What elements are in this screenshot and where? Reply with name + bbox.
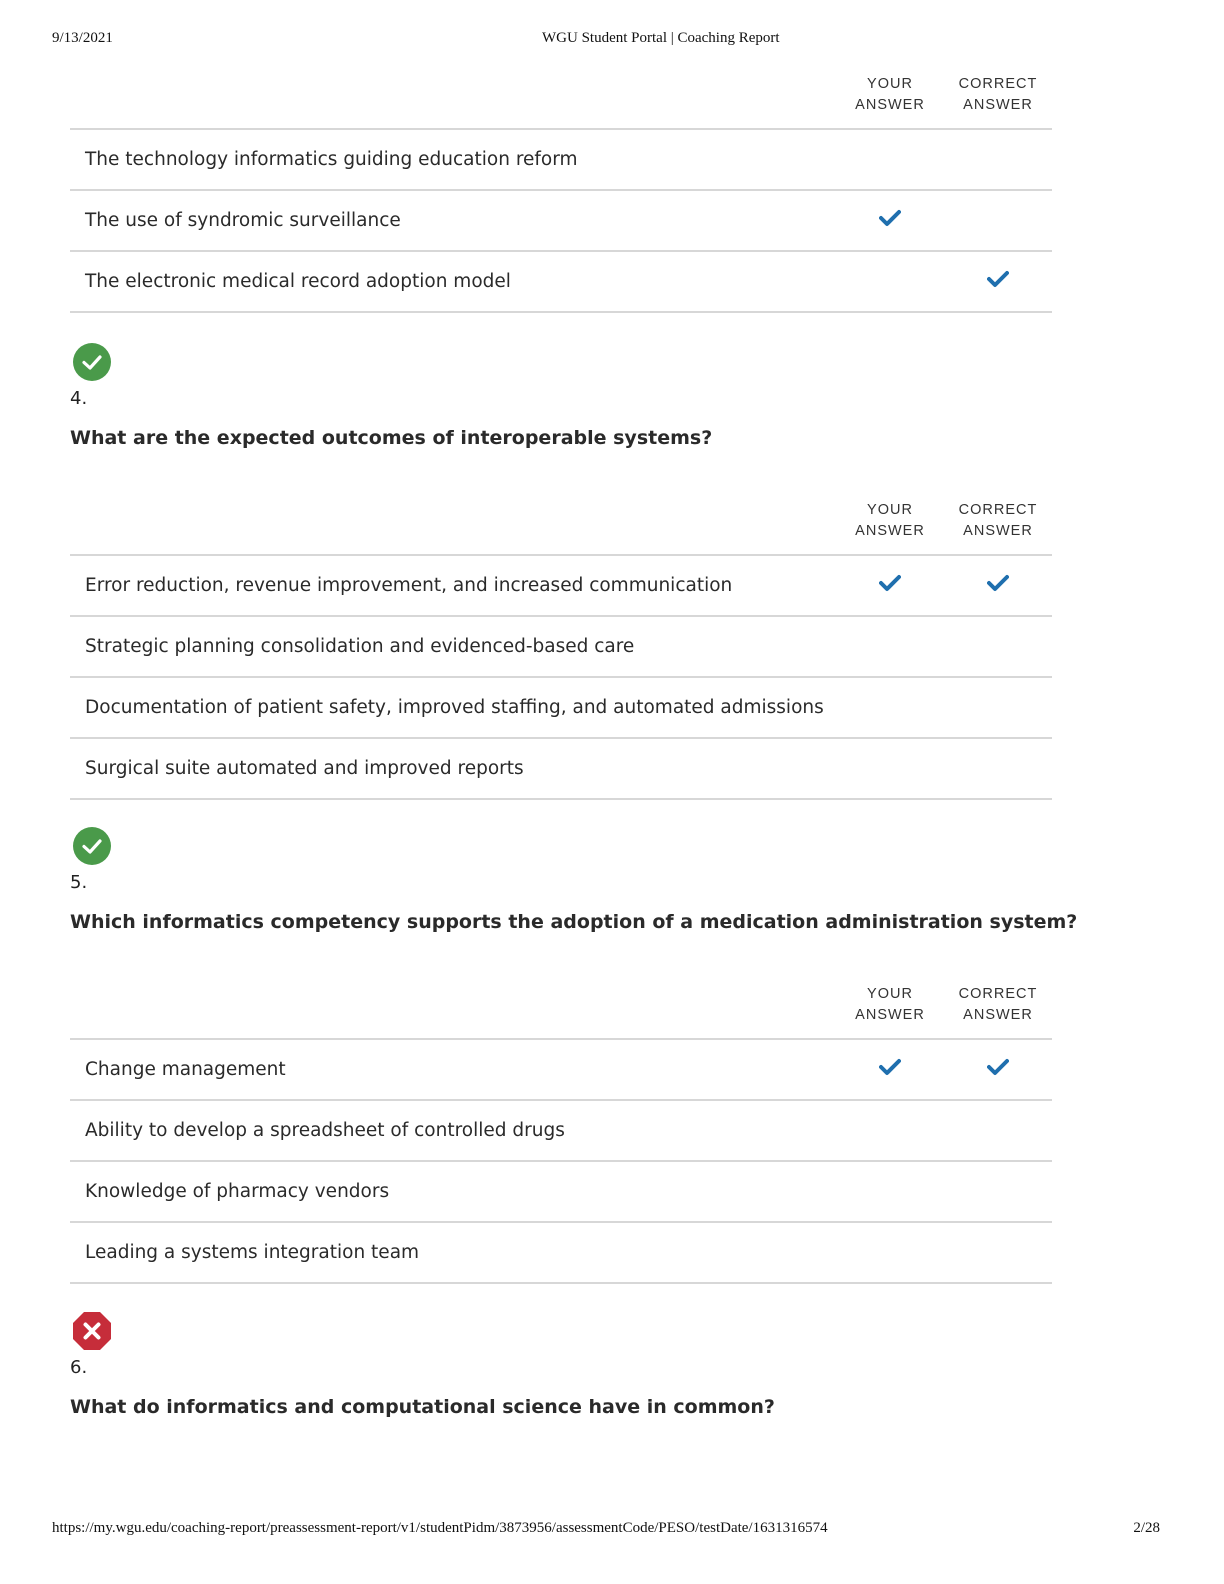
answer-option-text: Documentation of patient safety, improved staffing, and automated admissions	[85, 697, 824, 718]
answer-option-text: The use of syndromic surveillance	[85, 210, 401, 231]
your-answer-header: YOUR ANSWER	[855, 502, 925, 539]
your-answer-header: YOUR ANSWER	[855, 76, 925, 113]
question-number: 6.	[70, 1357, 88, 1378]
question-text: What do informatics and computational science have in common?	[70, 1396, 775, 1418]
answer-row	[70, 1040, 1052, 1101]
answer-option-text: Leading a systems integration team	[85, 1242, 420, 1263]
correct-answer-header: CORRECT ANSWER	[958, 502, 1038, 539]
answer-row	[70, 1162, 1052, 1223]
answer-table-q3	[70, 66, 1052, 313]
table-header	[70, 492, 1052, 556]
answer-table-q5	[70, 976, 1052, 1284]
correct-answer-header: CORRECT ANSWER	[958, 76, 1038, 113]
correct-answer-header: CORRECT ANSWER	[958, 986, 1038, 1023]
answer-option-text: Knowledge of pharmacy vendors	[85, 1181, 390, 1202]
table-header	[70, 66, 1052, 130]
answer-option-text: The electronic medical record adoption model	[85, 271, 511, 292]
answer-row	[70, 1101, 1052, 1162]
x-octagon-icon	[72, 1311, 112, 1351]
question-number: 4.	[70, 388, 88, 409]
print-title: WGU Student Portal | Coaching Report	[542, 30, 780, 46]
answer-option-text: Surgical suite automated and improved reports	[85, 758, 524, 779]
answer-row	[70, 1223, 1052, 1284]
answer-row	[70, 617, 1052, 678]
question-text: What are the expected outcomes of interoperable systems?	[70, 427, 713, 449]
answer-option-text: The technology informatics guiding education reform	[85, 149, 578, 170]
correct-answer-check-icon	[987, 574, 1009, 592]
question-text: Which informatics competency supports the adoption of a medication administration system?	[70, 911, 1078, 933]
answer-option-text: Change management	[85, 1059, 286, 1080]
question-number: 5.	[70, 872, 88, 893]
answer-row	[70, 678, 1052, 739]
table-header	[70, 976, 1052, 1040]
check-circle-icon	[72, 342, 112, 382]
check-circle-icon	[72, 826, 112, 866]
print-header	[52, 30, 1160, 50]
print-url: https://my.wgu.edu/coaching-report/preassessment-report/v1/studentPidm/3873956/assessmentCode/PESO/testDate/1631316574	[52, 1520, 828, 1536]
your-answer-check-icon	[879, 1058, 901, 1076]
answer-option-text: Error reduction, revenue improvement, and increased communication	[85, 575, 733, 596]
answer-table-q4	[70, 492, 1052, 800]
correct-answer-check-icon	[987, 270, 1009, 288]
print-footer	[52, 1520, 1160, 1540]
your-answer-header: YOUR ANSWER	[855, 986, 925, 1023]
answer-row	[70, 130, 1052, 191]
answer-row	[70, 252, 1052, 313]
answer-option-text: Ability to develop a spreadsheet of controlled drugs	[85, 1120, 565, 1141]
page-number: 2/28	[1133, 1520, 1160, 1536]
your-answer-check-icon	[879, 574, 901, 592]
answer-row	[70, 556, 1052, 617]
correct-answer-check-icon	[987, 1058, 1009, 1076]
answer-option-text: Strategic planning consolidation and evidenced-based care	[85, 636, 635, 657]
your-answer-check-icon	[879, 209, 901, 227]
answer-row	[70, 739, 1052, 800]
print-date: 9/13/2021	[52, 30, 113, 46]
answer-row	[70, 191, 1052, 252]
